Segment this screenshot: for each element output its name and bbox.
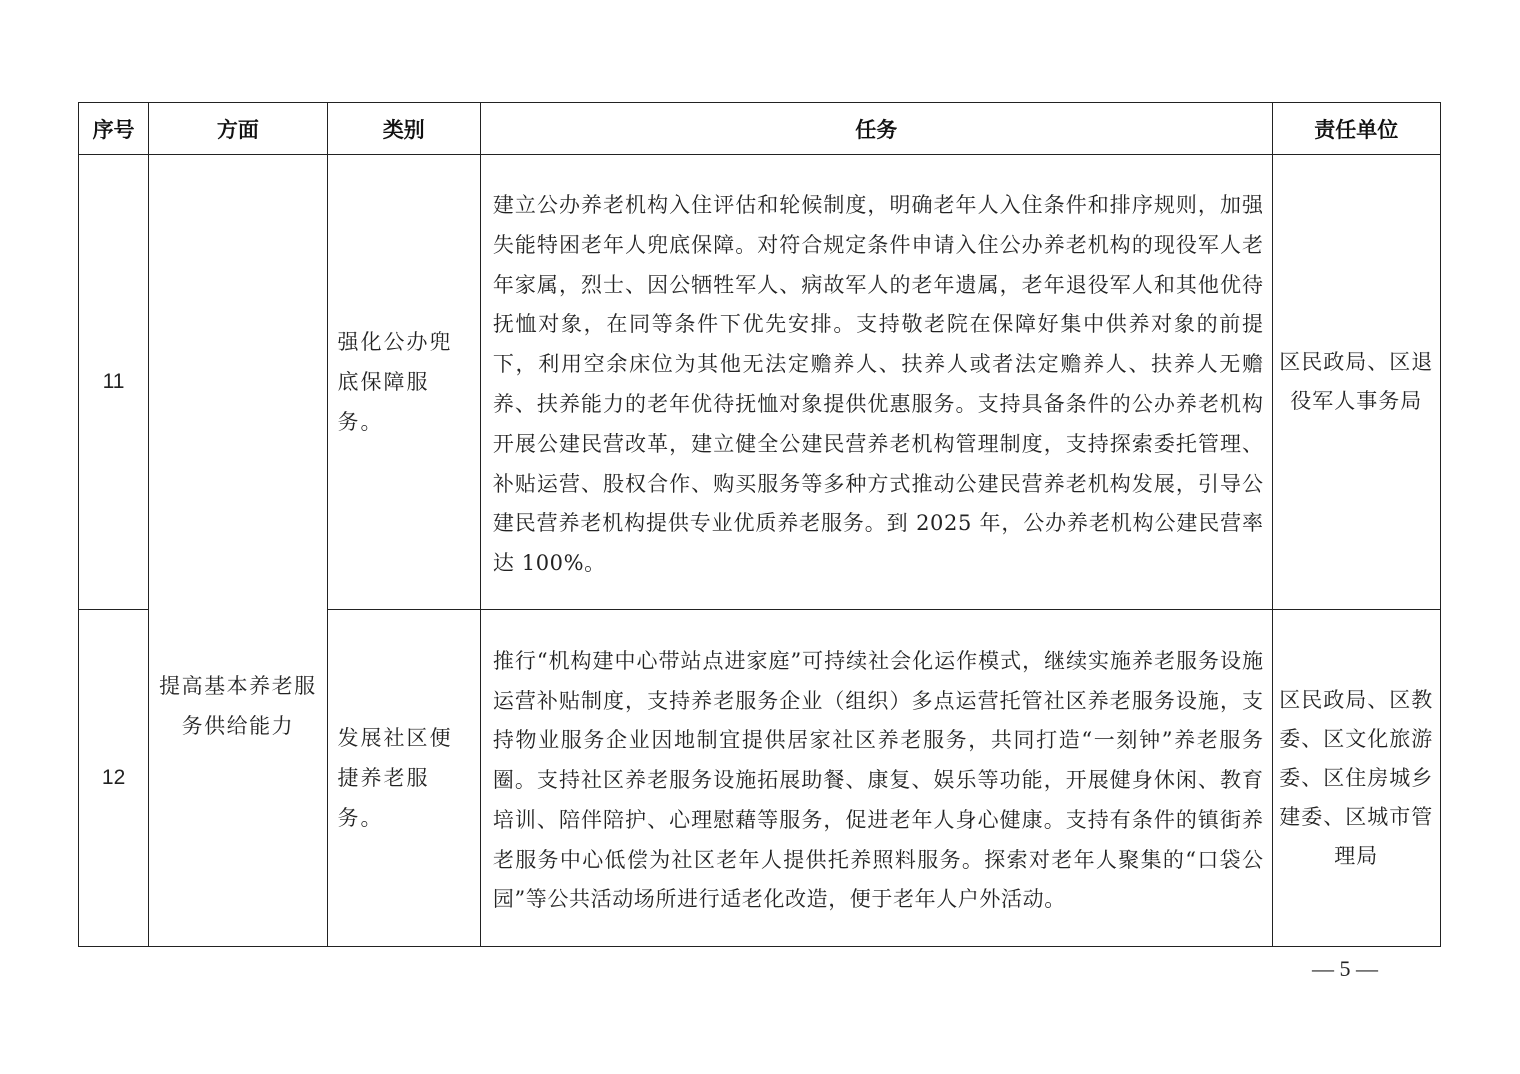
aspect-text: 提高基本养老服务供给能力 (159, 673, 317, 738)
row-number: 11 (79, 155, 149, 610)
table-row (79, 155, 1441, 610)
header-aspect: 方面 (149, 103, 327, 155)
row-number: 12 (79, 610, 149, 947)
page-number: — 5 — (1312, 956, 1378, 981)
category-cell: 发展社区便捷养老服务。 (327, 610, 480, 947)
header-number: 序号 (79, 103, 149, 155)
task-cell: 推行“机构建中心带站点进家庭”可持续社会化运作模式，继续实施养老服务设施运营补贴制度，支持养老服务企业（组织）多点运营托管社区养老服务设施，支持物业服务企业因地制宜提供居家社区养老服务，共同打造“一刻钟”养老服务圈。支持社区养老服务设施拓展助餐、康复、娱乐等功能，开展健身休闲、教育培训、陪伴陪护、心理慰藉等服务，促进老年人身心健康。支持有条件的镇街养老服务中心低偿为社区老年人提供托养照料服务。探索对老年人聚集的“口袋公园”等公共活动场所进行适老化改造，便于老年人户外活动。 (480, 610, 1272, 947)
table-header-row (79, 103, 1441, 155)
aspect-cell (149, 155, 327, 947)
task-cell: 建立公办养老机构入住评估和轮候制度，明确老年人入住条件和排序规则，加强失能特困老年人兜底保障。对符合规定条件申请入住公办养老机构的现役军人老年家属，烈士、因公牺牲军人、病故军人的老年遗属，老年退役军人和其他优待抚恤对象，在同等条件下优先安排。支持敬老院在保障好集中供养对象的前提下，利用空余床位为其他无法定赡养人、扶养人或者法定赡养人、扶养人无赡养、扶养能力的老年优待抚恤对象提供优惠服务。支持具备条件的公办养老机构开展公建民营改革，建立健全公建民营养老机构管理制度，支持探索委托管理、补贴运营、股权合作、购买服务等多种方式推动公建民营养老机构发展，引导公建民营养老机构提供专业优质养老服务。到 2025 年，公办养老机构公建民营率达 100%。 (480, 155, 1272, 610)
header-responsible-unit: 责任单位 (1272, 103, 1440, 155)
responsible-unit-cell: 区民政局、区教委、区文化旅游委、区住房城乡建委、区城市管理局 (1272, 610, 1440, 947)
responsible-unit-cell: 区民政局、区退役军人事务局 (1272, 155, 1440, 610)
category-cell: 强化公办兜底保障服务。 (327, 155, 480, 610)
header-task: 任务 (480, 103, 1272, 155)
header-category: 类别 (327, 103, 480, 155)
task-table (78, 102, 1441, 947)
